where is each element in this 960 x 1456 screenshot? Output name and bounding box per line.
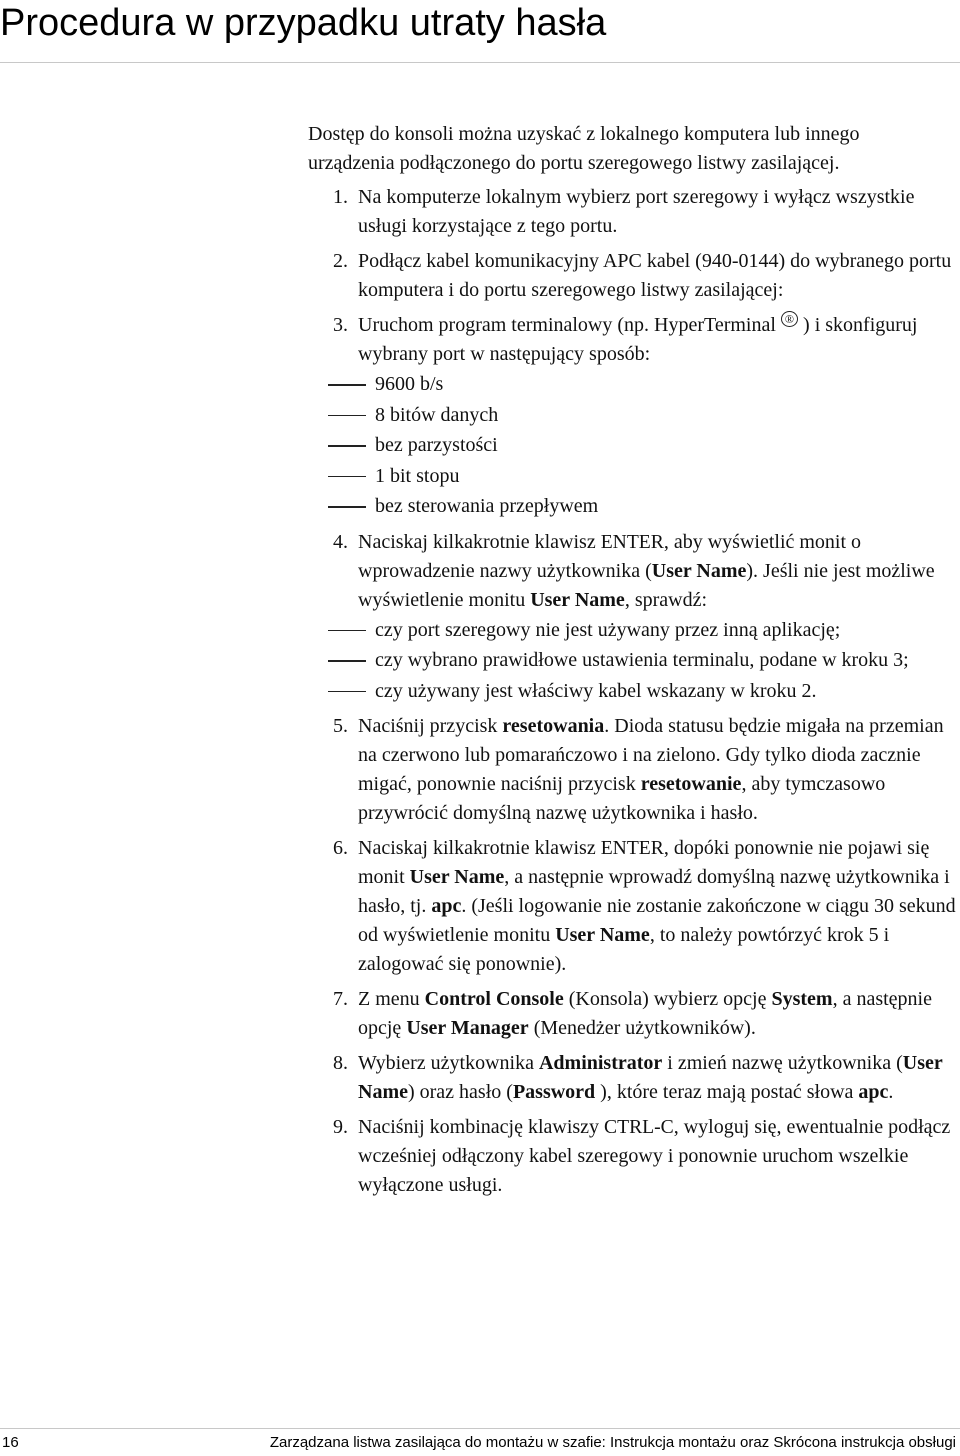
step-number: 8. [333, 1052, 348, 1074]
ui-term: Password [512, 1081, 596, 1103]
step-4 [308, 528, 960, 707]
step-text-part: . (Jeśli logowanie nie zostanie zakończone w ciągu 30 sekund od wyświetlenie monitu [358, 895, 956, 946]
step-text-part: ) oraz hasło ( [407, 1081, 513, 1103]
ui-term: resetowania [502, 715, 605, 737]
step-3 [308, 311, 960, 522]
step-text: Na komputerze lokalnym wybierz port szeregowy i wyłącz wszystkie usługi korzystające z tego portu. [358, 186, 915, 237]
ui-term: User Name [530, 588, 625, 611]
step-text-part: Wybierz użytkownika [358, 1052, 539, 1074]
page-number: 16 [2, 1434, 19, 1451]
ui-term: User Name [358, 1052, 943, 1103]
step-text-part: , a następnie wprowadź domyślną nazwę użytkownika i hasło, tj. [358, 866, 950, 917]
step-text-part: ), które teraz mają postać słowa [595, 1081, 859, 1103]
check-list [358, 615, 960, 707]
step-number: 3. [333, 314, 348, 336]
step-text-part: i zmień nazwę użytkownika ( [662, 1052, 903, 1074]
step-text [358, 1113, 960, 1200]
sub-item: czy port szeregowy nie jest używany przez inną aplikację; [358, 615, 960, 646]
step-text-part: . Dioda statusu będzie migała na przemian na czerwono lub pomarańczowo i na zielono. Gdy tylko dioda zacznie migać, ponownie naciśnij przycisk [358, 715, 944, 795]
step-text-part: , dopóki ponownie nie pojawi się monit [358, 837, 930, 888]
step-text-part: Naciśnij przycisk [358, 715, 503, 737]
step-text [358, 834, 960, 979]
step-text-part: . [888, 1081, 894, 1103]
step-text-part: Naciskaj kilkakrotnie klawisz [358, 837, 601, 859]
sub-item: 8 bitów danych [358, 400, 960, 431]
step-text-part: ). Jeśli nie jest możliwe wyświetlenie monitu [358, 559, 935, 611]
step-9 [308, 1113, 960, 1200]
step-text [358, 1049, 960, 1107]
step-5 [308, 712, 960, 828]
step-text-part: , aby wyświetlić monit o wprowadzenie nazwy użytkownika ( [358, 530, 862, 582]
step-text-part: Naciśnij kombinację klawiszy [358, 1116, 605, 1138]
step-text-part: , aby tymczasowo przywrócić domyślną nazwę użytkownika i hasło. [358, 773, 886, 824]
sub-item: 9600 b/s [358, 369, 960, 400]
step-number: 1. [333, 186, 348, 208]
step-number: 6. [333, 837, 348, 859]
ui-term: User Name [651, 559, 747, 582]
sub-item: czy wybrano prawidłowe ustawienia terminalu, podane w kroku 3; [358, 645, 960, 676]
key-name: CTRL-C [604, 1117, 674, 1138]
step-text-part: , to należy powtórzyć krok 5 i zalogować się ponownie). [358, 924, 890, 975]
step-number: 7. [333, 988, 348, 1010]
step-text-part: , wyloguj się, ewentualnie podłącz wcześniej odłączony kabel szeregowy i ponownie uruchom wszelkie wyłączone usługi. [358, 1116, 951, 1196]
step-text-part: Z menu [358, 988, 425, 1010]
key-name: ENTER [600, 531, 664, 553]
ui-term: apc [431, 895, 462, 917]
step-number: 2. [333, 250, 348, 272]
step-text [358, 712, 960, 828]
sub-item: 1 bit stopu [358, 461, 960, 492]
ui-term: apc [858, 1081, 889, 1103]
sub-item: bez sterowania przepływem [358, 491, 960, 522]
step-1 [308, 183, 960, 241]
ui-term: User Name [555, 924, 650, 946]
ui-term: System [771, 988, 833, 1010]
step-text-part: (Menedżer użytkowników). [528, 1017, 756, 1039]
port-settings-list [358, 369, 960, 522]
step-text-part: , a następnie opcję [358, 988, 932, 1039]
step-2 [308, 247, 960, 305]
step-number: 9. [333, 1116, 348, 1138]
step-text-part: (Konsola) wybierz opcję [563, 988, 772, 1010]
registered-mark: ® [781, 311, 798, 327]
sub-item: czy używany jest właściwy kabel wskazany w kroku 2. [358, 676, 960, 707]
step-number: 5. [333, 715, 348, 737]
step-text: Podłącz kabel komunikacyjny APC kabel (940-0144) do wybranego portu komputera i do portu szeregowego listwy zasilającej: [358, 250, 952, 301]
step-text-part: , sprawdź: [624, 588, 708, 611]
ui-term: User Manager [406, 1017, 529, 1039]
title-divider [0, 62, 960, 63]
step-text [358, 985, 960, 1043]
ui-term: Administrator [538, 1052, 663, 1074]
step-text-part: ) i skonfiguruj wybrany port w następujący sposób: [358, 314, 918, 365]
ui-term: Control Console [424, 988, 564, 1010]
step-6 [308, 834, 960, 979]
step-text [358, 528, 960, 615]
step-7 [308, 985, 960, 1043]
step-text [358, 311, 960, 369]
sub-item: bez parzystości [358, 430, 960, 461]
step-8 [308, 1049, 960, 1107]
intro-paragraph: Dostęp do konsoli można uzyskać z lokalnego komputera lub innego urządzenia podłączonego do portu szeregowego listwy zasilającej. [308, 123, 860, 174]
step-text-part: Naciskaj kilkakrotnie klawisz [358, 530, 601, 553]
page-title: Procedura w przypadku utraty hasła [0, 2, 607, 44]
step-number: 4. [333, 530, 348, 553]
ui-term: resetowanie [640, 773, 742, 795]
procedure-steps [308, 183, 960, 1206]
footer-divider [0, 1428, 960, 1429]
ui-term: User Name [409, 866, 505, 888]
footer-title: Zarządzana listwa zasilająca do montażu w szafie: Instrukcja montażu oraz Skrócona instrukcja obsługi [269, 1434, 956, 1451]
step-text-part: Uruchom program terminalowy (np. HyperTerminal [358, 314, 776, 336]
key-name: ENTER [600, 838, 664, 859]
